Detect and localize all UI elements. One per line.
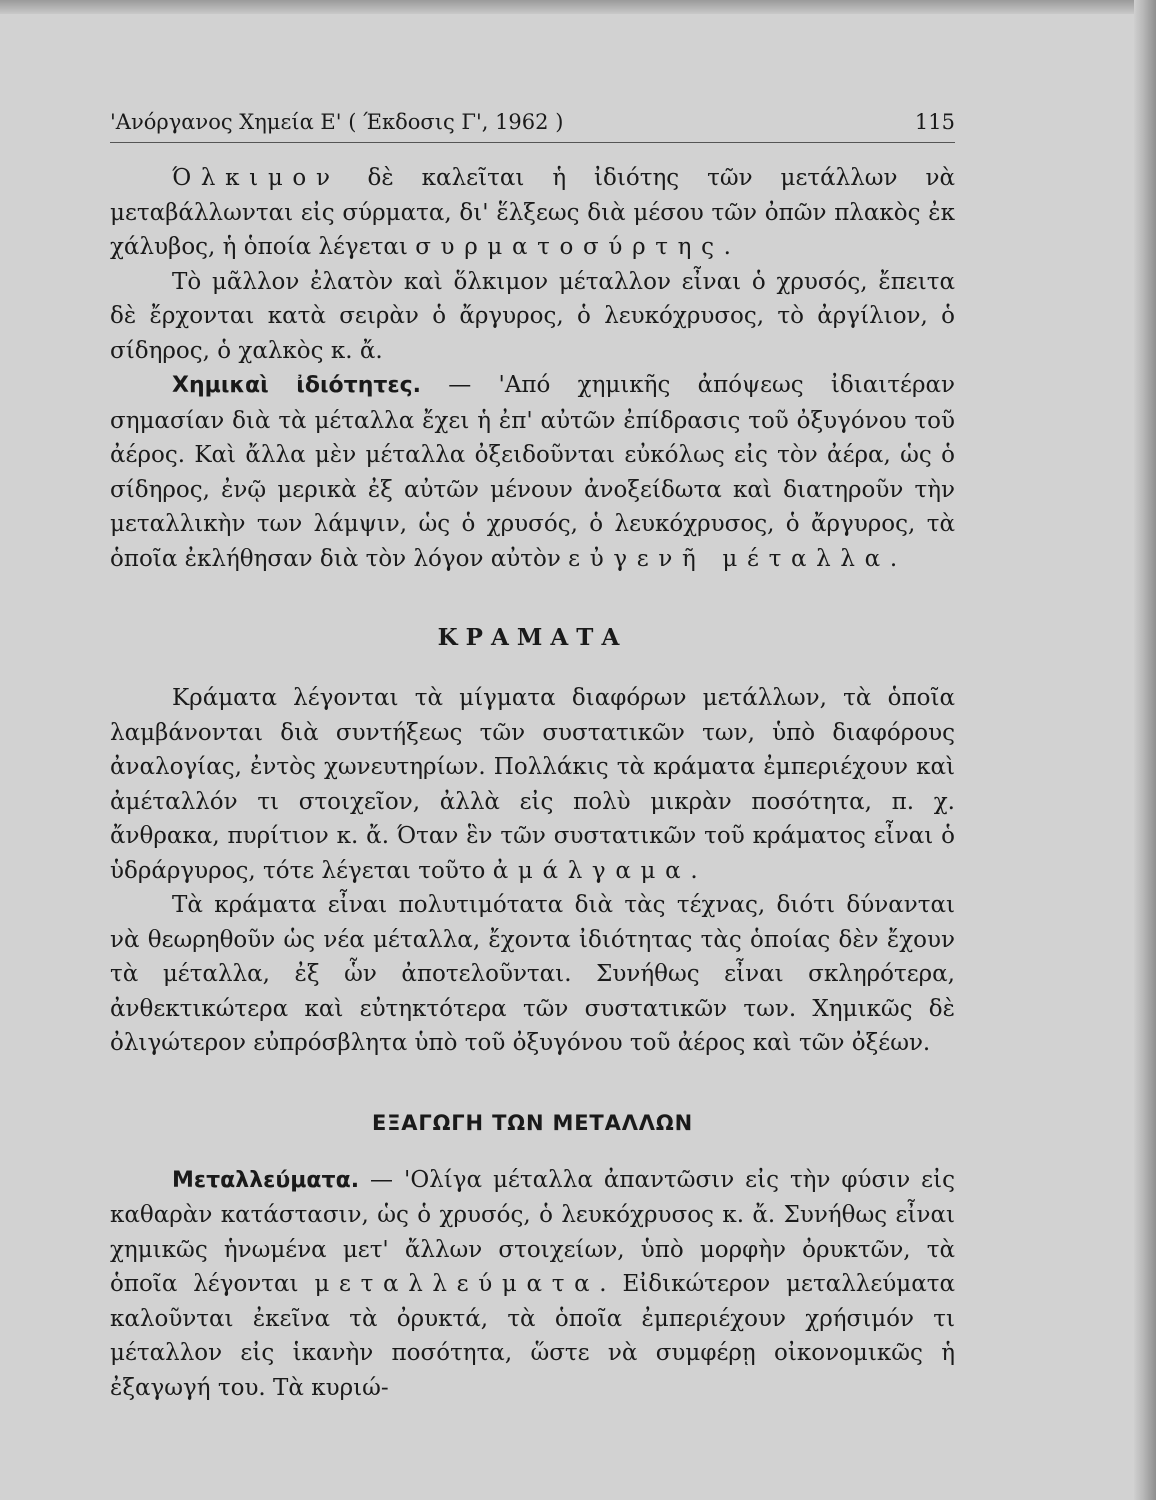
spaced-term-syrmatosyrtis: συρματοσύρτης (415, 234, 724, 260)
bold-run-heading: Μεταλλεύματα. (172, 1167, 360, 1193)
running-header (110, 110, 955, 143)
paragraph-elaton: Τὸ μᾶλλον ἐλατὸν καὶ ὅλκιμον μέταλλον εἶναι ὁ χρυσός, ἔπειτα δὲ ἔρχονται κατὰ σειρὰν ὁ ἄργυρος, ὁ λευκόχρυσος, τὸ ἀργίλιον, ὁ σίδηρος, ὁ χαλκὸς κ. ἄ. (110, 268, 955, 364)
paragraph-text: . Εἰδικώτερον μεταλλεύματα καλοῦνται ἐκεῖνα τὰ ὀρυκτά, τὰ ὁποῖα ἐμπεριέχουν χρήσιμόν τι μέταλλον εἰς ἱκανὴν ποσότητα, ὥστε νὰ συμφέρῃ οἰκονομικῶς ἡ ἐξαγωγή του. Τὰ κυριώ- (110, 1271, 955, 1401)
paragraph-text: δὲ καλεῖται ἡ ἰδιότης τῶν μετάλλων νὰ μεταβάλλωνται εἰς σύρματα, δι' ἕλξεως διὰ μέσου τῶν ὀπῶν πλακὸς ἐκ χάλυβος, ἡ ὁποία λέγεται (110, 165, 955, 260)
spaced-term-metalleumata: μεταλλεύματα (314, 1271, 600, 1297)
paragraph-chemical-properties (110, 368, 955, 576)
book-page (110, 110, 955, 1405)
paragraph-olkimon (110, 161, 955, 265)
bold-run-heading: Χημικαὶ ἰδιότητες. (172, 373, 422, 398)
paragraph-metalleumata (110, 1163, 955, 1406)
paragraph-text: Κράματα λέγονται τὰ μίγματα διαφόρων μετάλλων, τὰ ὁποῖα λαμβάνονται διὰ συντήξεως τῶν συστατικῶν των, ὑπὸ διαφόρους ἀναλογίας, ἐντὸς χωνευτηρίων. Πολλάκις τὰ κράματα ἐμπεριέχουν καὶ ἀμέταλλόν τι στοιχεῖον, ἀλλὰ εἰς πολὺ μικρὰν ποσότητα, π. χ. ἄνθρακα, πυρίτιον κ. ἄ. Όταν ἓν τῶν συστατικῶν τοῦ κράματος εἶναι ὁ ὑδράργυρος, τότε λέγεται τοῦτο (110, 685, 955, 884)
paragraph-text: — 'Από χημικῆς ἀπόψεως ἰδιαιτέραν σημασίαν διὰ τὰ μέταλλα ἔχει ἡ ἐπ' αὐτῶν ἐπίδρασις τοῦ ὀξυγόνου τοῦ ἀέρος. Καὶ ἄλλα μὲν μέταλλα ὀξειδοῦνται εὐκόλως εἰς τὸν ἀέρα, ὡς ὁ σίδηρος, ἐνῷ μερικὰ ἐξ αὐτῶν μένουν ἀνοξείδωτα καὶ διατηροῦν τὴν μεταλλικὴν των λάμψιν, ὡς ὁ χρυσός, ὁ λευκόχρυσος, ὁ ἄργυρος, τὰ ὁποῖα ἐκλήθησαν διὰ τὸν λόγον αὐτὸν (110, 372, 955, 572)
paragraph-text: . (690, 857, 698, 884)
scan-edge-right (1134, 0, 1156, 1500)
section-heading-kramata: ΚΡΑΜΑΤΑ (437, 624, 628, 651)
header-title: 'Ανόργανος Χημεία Ε' ( Έκδοσις Γ', 1962 ) (110, 110, 564, 134)
page-number: 115 (914, 110, 955, 134)
spaced-term-eugeni-metalla: εὐγενῆ μέταλλα (568, 545, 890, 572)
paragraph-kramata-definition (110, 681, 955, 888)
paragraph-text: — 'Ολίγα μέταλλα ἀπαντῶσιν εἰς τὴν φύσιν εἰς καθαρὰν κατάστασιν, ὡς ὁ χρυσός, ὁ λευκόχρυσος κ. ἄ. Συνήθως εἶναι χημικῶς ἡνωμένα μετ' ἄλλων στοιχείων, ὑπὸ μορφὴν ὀρυκτῶν, τὰ ὁποῖα λέγονται (110, 1166, 955, 1297)
paragraph-kramata-value: Τὰ κράματα εἶναι πολυτιμότατα διὰ τὰς τέχνας, διότι δύνανται νὰ θεωρηθοῦν ὡς νέα μέταλλα, ἔχοντα ἰδιότητας τὰς ὁποίας δὲν ἔχουν τὰ μέταλλα, ἐξ ὧν ἀποτελοῦνται. Συνήθως εἶναι σκληρότερα, ἀνθεκτικώτερα καὶ εὐτηκτότερα τῶν συστατικῶν των. Χημικῶς δὲ ὀλιγώτερον εὐπρόσβλητα ὑπὸ τοῦ ὀξυγόνου τοῦ ἀέρος καὶ τῶν ὀξέων. (110, 892, 955, 1056)
scan-edge-top (0, 0, 1156, 14)
spaced-term-olkimon: Όλκιμον (172, 165, 340, 191)
spaced-term-amalgama: ἀμάλγαμα (492, 857, 691, 884)
paragraph-text: . (723, 234, 731, 260)
section-heading-exagogi: ΕΞΑΓΩΓΗ ΤΩΝ ΜΕΤΑΛΛΩΝ (372, 1110, 693, 1135)
paragraph-text: . (889, 545, 898, 572)
